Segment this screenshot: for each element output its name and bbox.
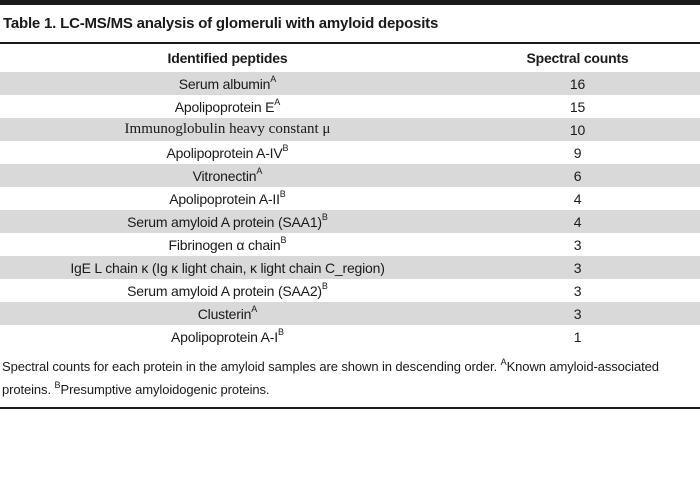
table-row xyxy=(0,233,700,256)
table-row xyxy=(0,302,700,325)
peptide-superscript: B xyxy=(321,211,328,222)
peptide-superscript: B xyxy=(321,280,328,291)
footnote-superscript-b: B xyxy=(54,379,61,390)
table-row xyxy=(0,95,700,118)
peptide-cell xyxy=(0,279,455,302)
peptide-cell xyxy=(0,164,455,187)
footnote-text-2: Known amyloid-associated proteins. xyxy=(2,359,659,397)
bottom-rule xyxy=(0,407,700,409)
footnote xyxy=(0,355,700,401)
peptide-name: Apolipoprotein A-IV xyxy=(166,144,283,161)
footnote-text-3: Presumptive amyloidogenic proteins. xyxy=(60,382,270,397)
peptide-name: Immunoglobulin heavy constant μ xyxy=(124,121,331,137)
count-cell: 3 xyxy=(573,282,582,299)
peptide-cell xyxy=(0,233,455,256)
count-cell: 4 xyxy=(573,190,582,207)
peptide-superscript: A xyxy=(270,73,277,84)
page-title: Table 1. LC-MS/MS analysis of glomeruli with amyloid deposits xyxy=(3,15,439,32)
peptide-name: Serum amyloid A protein (SAA2) xyxy=(127,282,322,299)
peptide-cell xyxy=(0,210,455,233)
count-cell: 4 xyxy=(573,213,582,230)
count-cell: 3 xyxy=(573,305,582,322)
peptide-cell xyxy=(0,187,455,210)
peptide-cell xyxy=(0,325,455,348)
count-cell: 3 xyxy=(573,259,582,276)
peptide-cell xyxy=(0,72,455,95)
peptide-superscript: B xyxy=(282,142,289,153)
peptide-cell xyxy=(0,118,455,141)
table-row xyxy=(0,279,700,302)
peptide-name: Apolipoprotein E xyxy=(174,98,275,115)
peptide-name: Apolipoprotein A-I xyxy=(171,328,278,345)
count-cell: 9 xyxy=(573,144,582,161)
column-header-spectral-counts: Spectral counts xyxy=(526,50,629,66)
peptide-name: IgE L chain κ (Ig κ light chain, κ light chain C_region) xyxy=(70,259,385,276)
peptide-cell xyxy=(0,141,455,164)
count-cell: 16 xyxy=(569,75,586,92)
count-cell: 1 xyxy=(573,328,582,345)
table-header-row xyxy=(0,44,700,72)
count-cell: 15 xyxy=(569,98,586,115)
table-row xyxy=(0,210,700,233)
peptide-name: Clusterin xyxy=(197,305,252,322)
peptide-superscript: A xyxy=(256,165,263,176)
count-cell: 10 xyxy=(569,121,586,138)
peptide-name: Serum amyloid A protein (SAA1) xyxy=(127,213,322,230)
footnote-superscript-a: A xyxy=(500,356,507,367)
peptides-table xyxy=(0,44,700,348)
peptide-name: Apolipoprotein A-II xyxy=(169,190,280,207)
peptide-superscript: B xyxy=(280,234,287,245)
table-body xyxy=(0,72,700,348)
peptide-name: Serum albumin xyxy=(178,75,271,92)
count-cell: 3 xyxy=(573,236,582,253)
peptide-cell xyxy=(0,95,455,118)
column-header-identified-peptides: Identified peptides xyxy=(167,50,288,66)
footnote-text-1: Spectral counts for each protein in the amyloid samples are shown in descending order. xyxy=(2,359,501,374)
table-row xyxy=(0,118,700,141)
table-row xyxy=(0,141,700,164)
peptide-cell xyxy=(0,256,455,279)
count-cell: 6 xyxy=(573,167,582,184)
table-row xyxy=(0,72,700,95)
table-row xyxy=(0,164,700,187)
table-row xyxy=(0,325,700,348)
peptide-superscript: A xyxy=(274,96,281,107)
table-row xyxy=(0,256,700,279)
table-row xyxy=(0,187,700,210)
peptide-cell xyxy=(0,302,455,325)
peptide-superscript: B xyxy=(277,326,284,337)
peptide-name: Fibrinogen α chain xyxy=(168,236,281,253)
peptide-name: Vitronectin xyxy=(192,167,257,184)
peptide-superscript: A xyxy=(251,303,258,314)
peptide-superscript: B xyxy=(279,188,286,199)
